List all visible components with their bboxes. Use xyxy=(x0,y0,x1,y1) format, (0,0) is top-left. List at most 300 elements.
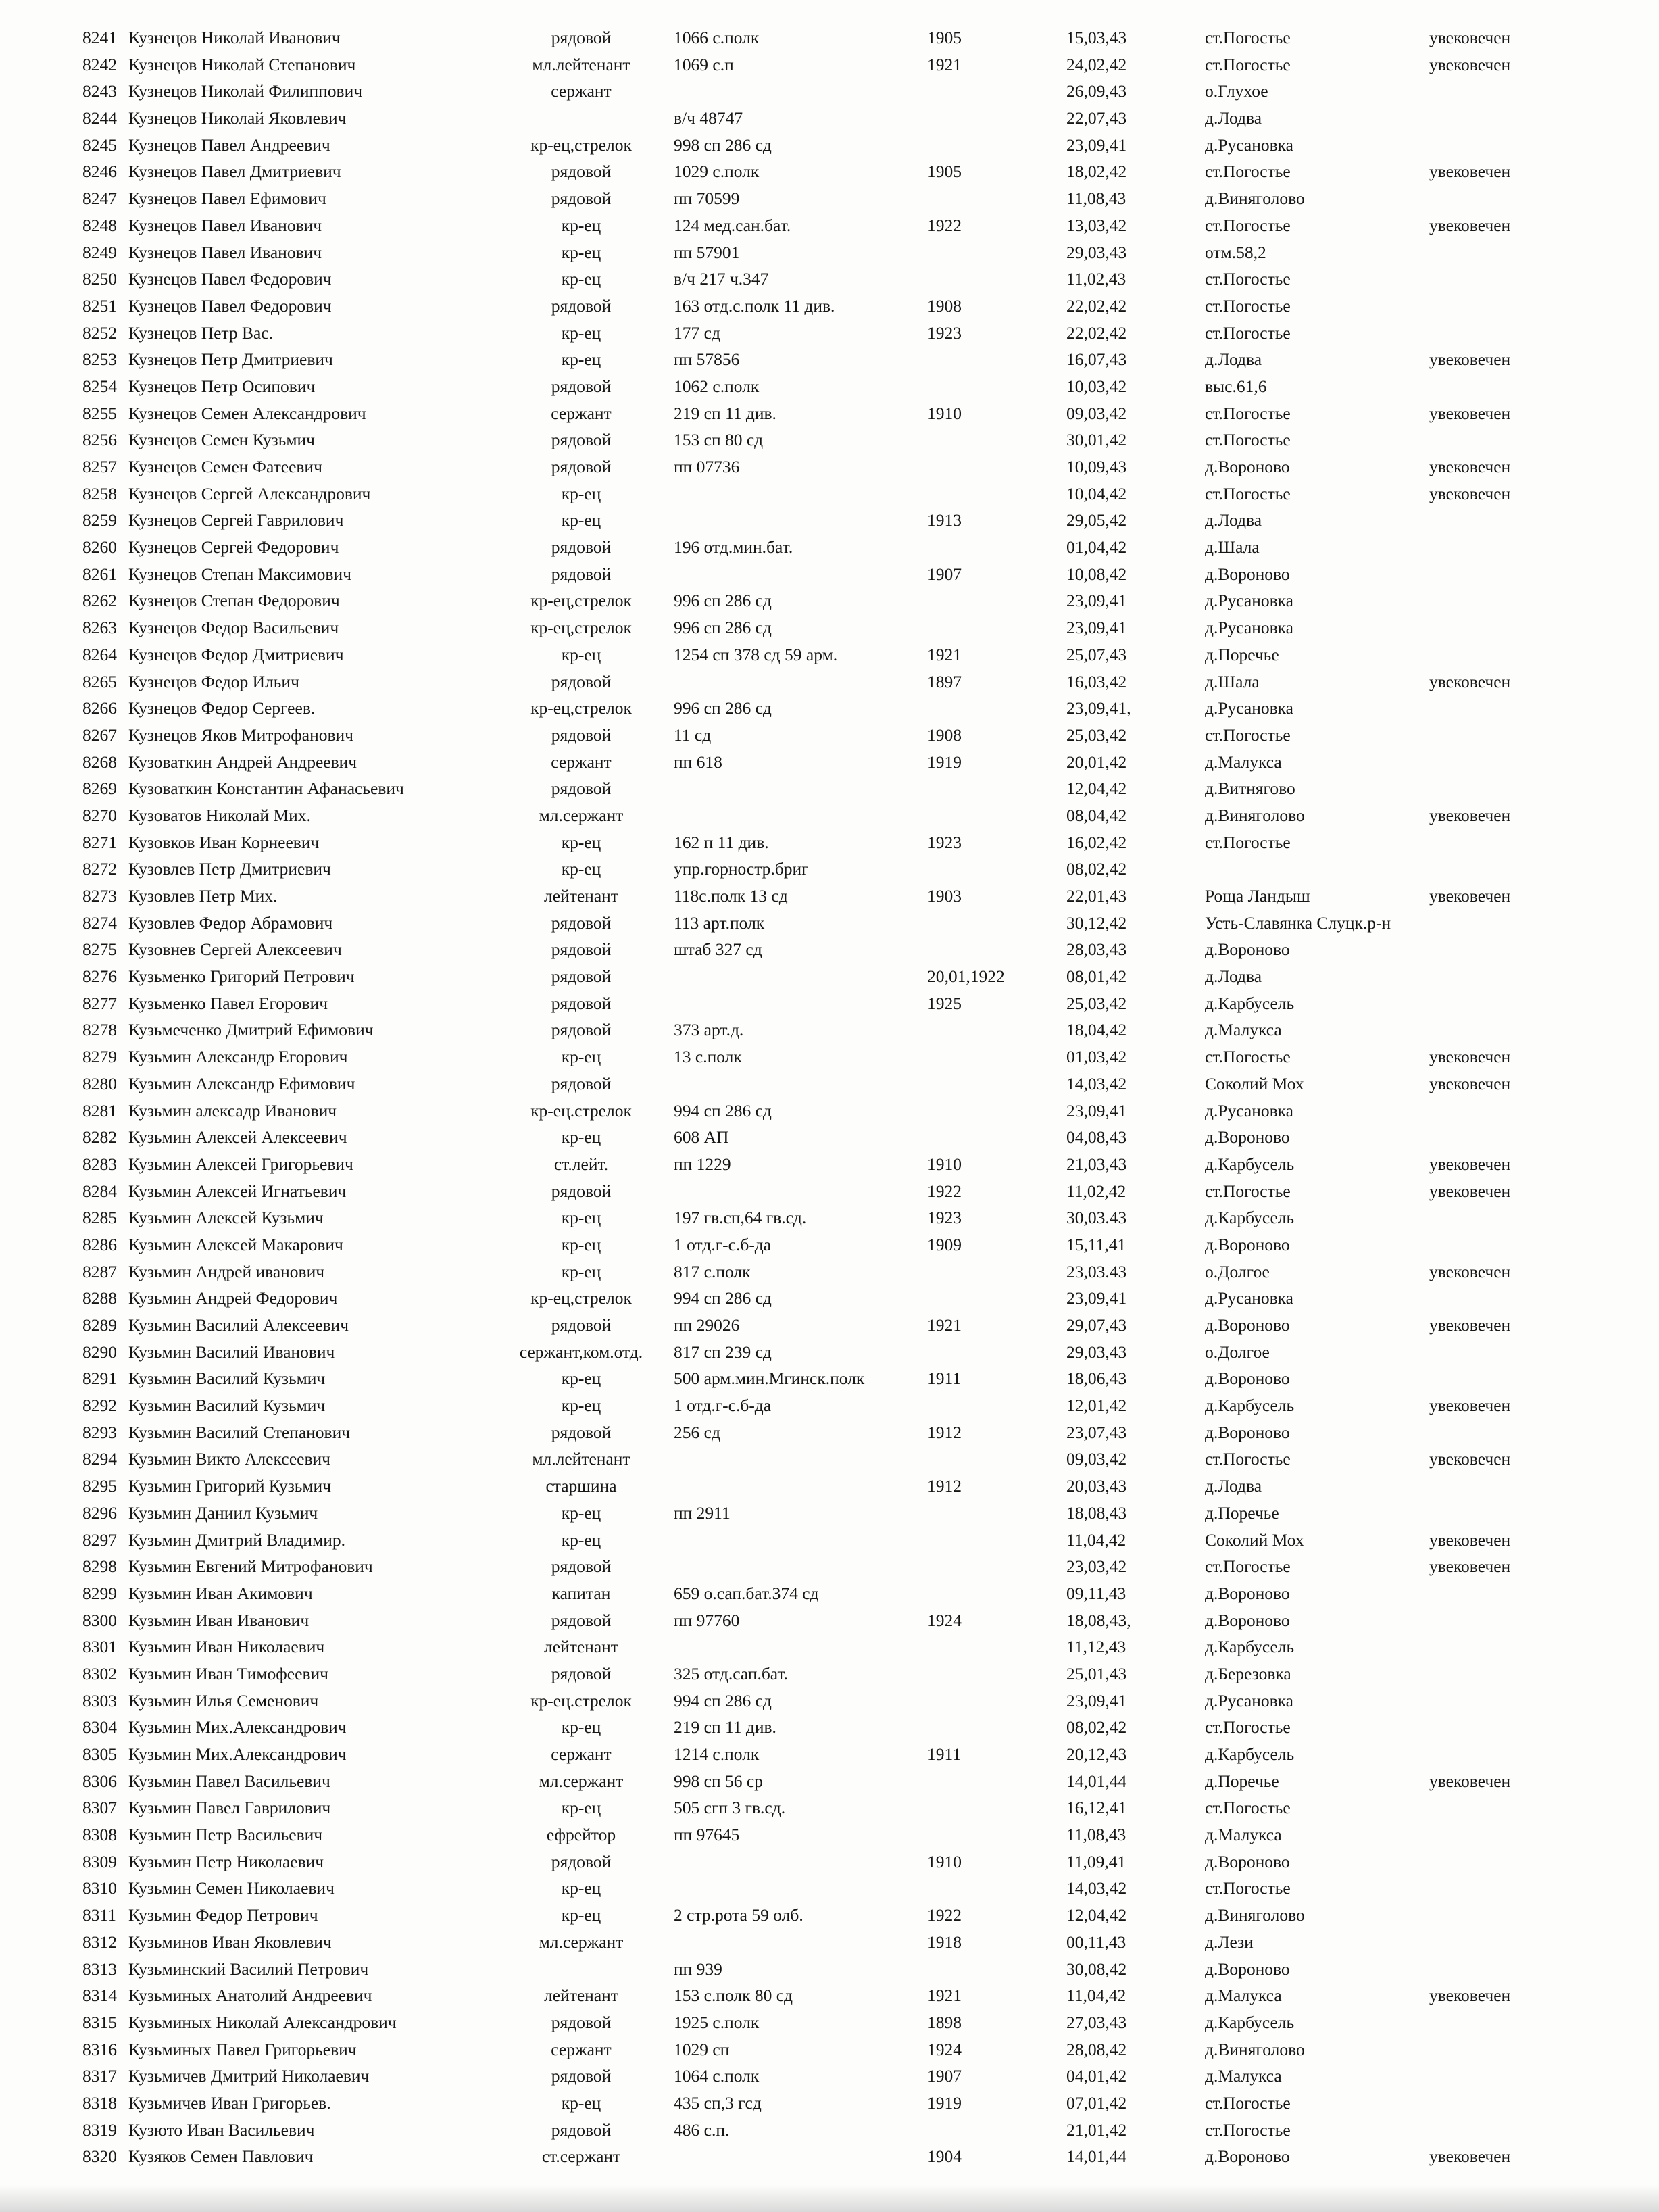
military-rank: кр-ец,стрелок xyxy=(530,698,632,718)
burial-place: д.Малукса xyxy=(1205,752,1282,772)
record-number: 8241 xyxy=(82,28,117,47)
record-number: 8317 xyxy=(82,2066,117,2086)
person-name: Кузьмин Алексей Игнатьевич xyxy=(128,1181,347,1201)
death-date: 20,03,43 xyxy=(1066,1476,1127,1496)
death-date: 22,07,43 xyxy=(1066,108,1127,128)
table-row xyxy=(0,963,1659,990)
burial-place: д.Вороново xyxy=(1205,1315,1290,1335)
burial-place: ст.Погостье xyxy=(1205,1878,1291,1898)
record-number: 8287 xyxy=(82,1261,117,1281)
military-rank: кр-ец xyxy=(561,1208,601,1228)
military-rank: кр-ец xyxy=(561,1502,601,1523)
birth-year: 20,01,1922 xyxy=(927,966,1005,987)
military-unit: 1925 с.полк xyxy=(674,2012,760,2032)
military-rank: сержант xyxy=(551,403,612,423)
burial-place: ст.Погостье xyxy=(1205,1556,1291,1577)
burial-place: о.Долгое xyxy=(1205,1261,1270,1281)
military-rank: рядовой xyxy=(551,564,612,584)
burial-place: ст.Погостье xyxy=(1205,403,1291,423)
military-rank: рядовой xyxy=(551,1181,612,1201)
record-number: 8264 xyxy=(82,644,117,664)
record-number: 8275 xyxy=(82,939,117,960)
table-row xyxy=(0,883,1659,910)
death-date: 25,01,43 xyxy=(1066,1663,1127,1683)
table-row xyxy=(0,1741,1659,1768)
military-rank: рядовой xyxy=(551,1422,612,1442)
military-unit: 124 мед.сан.бат. xyxy=(674,215,791,235)
military-unit: пп 57901 xyxy=(674,242,740,262)
person-name: Кузнецов Павел Ефимович xyxy=(128,189,326,209)
table-row xyxy=(0,1258,1659,1285)
burial-place: д.Карбусель xyxy=(1205,1396,1295,1416)
burial-place: д.Русановка xyxy=(1205,134,1293,155)
birth-year: 1923 xyxy=(927,1208,962,1228)
military-rank: кр-ец xyxy=(561,242,601,262)
death-date: 28,08,42 xyxy=(1066,2039,1127,2059)
person-name: Кузнецов Федор Васильевич xyxy=(128,618,339,638)
person-name: Кузоваткин Константин Афанасьевич xyxy=(128,779,404,799)
birth-year: 1923 xyxy=(927,322,962,343)
military-rank: кр-ец.стрелок xyxy=(530,1100,632,1121)
burial-place: д.Русановка xyxy=(1205,1690,1293,1711)
military-unit: 817 с.полк xyxy=(674,1261,751,1281)
table-row xyxy=(0,1902,1659,1929)
person-name: Кузьмин Евгений Митрофанович xyxy=(128,1556,373,1577)
military-rank: кр-ец xyxy=(561,1396,601,1416)
military-rank: кр-ец xyxy=(561,1878,601,1898)
death-date: 10,09,43 xyxy=(1066,457,1127,476)
military-unit: 1062 с.полк xyxy=(674,376,760,396)
record-number: 8298 xyxy=(82,1556,117,1577)
birth-year: 1903 xyxy=(927,886,962,906)
death-date: 23,09,41 xyxy=(1066,1100,1127,1121)
death-date: 00,11,43 xyxy=(1066,1932,1126,1952)
military-rank: лейтенант xyxy=(544,1986,618,2006)
record-number: 8251 xyxy=(82,295,117,316)
person-name: Кузнецов Павел Дмитриевич xyxy=(128,162,341,182)
burial-place: д.Русановка xyxy=(1205,698,1293,718)
table-row xyxy=(0,373,1659,400)
military-rank: кр-ец xyxy=(561,1905,601,1925)
table-row xyxy=(0,1285,1659,1312)
person-name: Кузнецов Николай Степанович xyxy=(128,54,356,74)
person-name: Кузьминский Василий Петрович xyxy=(128,1959,369,1979)
table-row xyxy=(0,1714,1659,1741)
death-date: 12,04,42 xyxy=(1066,1905,1127,1925)
death-date: 14,01,44 xyxy=(1066,2146,1127,2167)
military-unit: 1 отд.г-с.б-да xyxy=(674,1396,772,1416)
record-number: 8296 xyxy=(82,1502,117,1523)
burial-place: д.Лодва xyxy=(1205,349,1262,370)
burial-place: д.Лодва xyxy=(1205,966,1262,987)
person-name: Кузнецов Федор Сергеев. xyxy=(128,698,316,718)
burial-place: д.Вороново xyxy=(1205,939,1290,960)
military-rank: кр-ец xyxy=(561,1127,601,1148)
military-rank: кр-ец,стрелок xyxy=(530,134,632,155)
military-rank: кр-ец.стрелок xyxy=(530,1690,632,1711)
death-date: 22,01,43 xyxy=(1066,886,1127,906)
table-row xyxy=(0,158,1659,185)
burial-place: ст.Погостье xyxy=(1205,2119,1291,2140)
table-row xyxy=(0,561,1659,588)
record-number: 8310 xyxy=(82,1878,117,1898)
death-date: 08,04,42 xyxy=(1066,805,1127,825)
birth-year: 1898 xyxy=(927,2012,962,2032)
birth-year: 1909 xyxy=(927,1234,962,1254)
death-date: 07,01,42 xyxy=(1066,2092,1127,2113)
burial-place: ст.Погостье xyxy=(1205,1449,1291,1469)
military-unit: 196 отд.мин.бат. xyxy=(674,537,793,558)
death-date: 11,04,42 xyxy=(1066,1986,1126,2006)
person-name: Кузоваткин Андрей Андреевич xyxy=(128,752,357,772)
person-name: Кузнецов Николай Филиппович xyxy=(128,81,363,101)
military-rank: рядовой xyxy=(551,1610,612,1630)
memorial-status: увековечен xyxy=(1429,28,1511,47)
military-unit: 219 сп 11 див. xyxy=(674,1717,776,1738)
military-unit: 1029 сп xyxy=(674,2039,730,2059)
death-date: 30,12,42 xyxy=(1066,912,1127,933)
birth-year: 1910 xyxy=(927,403,962,423)
military-rank: кр-ец xyxy=(561,510,601,531)
military-unit: 163 отд.с.полк 11 див. xyxy=(674,295,835,316)
military-unit: 1069 с.п xyxy=(674,54,734,74)
burial-place: д.Карбусель xyxy=(1205,1637,1295,1657)
military-rank: рядовой xyxy=(551,1851,612,1871)
burial-place: о.Долгое xyxy=(1205,1342,1270,1362)
person-name: Кузнецов Федор Ильич xyxy=(128,671,299,691)
death-date: 23,09,41 xyxy=(1066,1288,1127,1308)
person-name: Кузнецов Степан Максимович xyxy=(128,564,351,584)
military-unit: 659 о.сап.бат.374 сд xyxy=(674,1583,819,1603)
burial-place: ст.Погостье xyxy=(1205,1181,1291,1201)
table-row xyxy=(0,1500,1659,1527)
military-unit: 994 сп 286 сд xyxy=(674,1690,772,1711)
table-row xyxy=(0,1875,1659,1902)
person-name: Кузьмин Василий Иванович xyxy=(128,1342,335,1362)
military-rank: рядовой xyxy=(551,966,612,987)
military-rank: сержант xyxy=(551,1744,612,1764)
record-number: 8307 xyxy=(82,1798,117,1818)
table-row xyxy=(0,507,1659,534)
military-unit: 153 сп 80 сд xyxy=(674,430,764,450)
birth-year: 1907 xyxy=(927,2066,962,2086)
table-row xyxy=(0,1527,1659,1554)
person-name: Кузьмин Андрей Федорович xyxy=(128,1288,338,1308)
burial-place: ст.Погостье xyxy=(1205,215,1291,235)
death-date: 27,03,43 xyxy=(1066,2012,1127,2032)
table-row xyxy=(0,775,1659,802)
death-date: 16,07,43 xyxy=(1066,349,1127,370)
person-name: Кузнецов Павел Иванович xyxy=(128,242,322,262)
military-unit: пп 618 xyxy=(674,752,722,772)
table-row xyxy=(0,2036,1659,2063)
person-name: Кузьмин Алексей Григорьевич xyxy=(128,1154,353,1174)
military-rank: мл.сержант xyxy=(539,805,624,825)
burial-place: д.Русановка xyxy=(1205,591,1293,611)
death-date: 18,06,43 xyxy=(1066,1369,1127,1389)
person-name: Кузовлев Петр Мих. xyxy=(128,886,278,906)
memorial-status: увековечен xyxy=(1429,457,1511,476)
burial-place: д.Вороново xyxy=(1205,564,1290,584)
person-name: Кузьмин Викто Алексеевич xyxy=(128,1449,330,1469)
table-row xyxy=(0,1956,1659,1983)
military-rank: кр-ец xyxy=(561,1047,601,1067)
death-date: 23,09,41 xyxy=(1066,134,1127,155)
memorial-status: увековечен xyxy=(1429,54,1511,74)
burial-place: д.Малукса xyxy=(1205,1986,1282,2006)
military-rank: рядовой xyxy=(551,1663,612,1683)
death-date: 12,04,42 xyxy=(1066,779,1127,799)
death-date: 15,03,43 xyxy=(1066,28,1127,47)
record-number: 8273 xyxy=(82,886,117,906)
burial-place: ст.Погостье xyxy=(1205,295,1291,316)
record-number: 8246 xyxy=(82,162,117,182)
memorial-status: увековечен xyxy=(1429,1449,1511,1469)
military-rank: рядовой xyxy=(551,189,612,209)
table-row xyxy=(0,2090,1659,2117)
military-rank: кр-ец xyxy=(561,1261,601,1281)
burial-place: д.Карбусель xyxy=(1205,1154,1295,1174)
military-rank: рядовой xyxy=(551,28,612,47)
table-row xyxy=(0,293,1659,320)
burial-place: д.Поречье xyxy=(1205,644,1279,664)
death-date: 18,02,42 xyxy=(1066,162,1127,182)
table-row xyxy=(0,1633,1659,1661)
burial-place: Соколий Мох xyxy=(1205,1073,1304,1093)
record-number: 8269 xyxy=(82,779,117,799)
person-name: Кузнецов Петр Вас. xyxy=(128,322,274,343)
burial-place: выс.61,6 xyxy=(1205,376,1267,396)
military-unit: 1029 с.полк xyxy=(674,162,760,182)
person-name: Кузьмин Федор Петрович xyxy=(128,1905,318,1925)
military-unit: пп 70599 xyxy=(674,189,740,209)
person-name: Кузнецов Николай Иванович xyxy=(128,28,341,47)
military-unit: пп 57856 xyxy=(674,349,740,370)
military-unit: штаб 327 сд xyxy=(674,939,762,960)
death-date: 25,07,43 xyxy=(1066,644,1127,664)
table-row xyxy=(0,24,1659,51)
person-name: Кузяков Семен Павлович xyxy=(128,2146,314,2167)
military-unit: 2 стр.рота 59 олб. xyxy=(674,1905,803,1925)
death-date: 24,02,42 xyxy=(1066,54,1127,74)
death-date: 15,11,41 xyxy=(1066,1234,1126,1254)
burial-place: д.Вороново xyxy=(1205,1610,1290,1630)
person-name: Кузьмин Александр Ефимович xyxy=(128,1073,355,1093)
person-name: Кузнецов Яков Митрофанович xyxy=(128,724,353,745)
table-row xyxy=(0,78,1659,105)
table-row xyxy=(0,641,1659,668)
table-row xyxy=(0,2143,1659,2170)
death-date: 08,02,42 xyxy=(1066,1717,1127,1738)
burial-place: д.Вороново xyxy=(1205,2146,1290,2167)
person-name: Кузьмин Иван Акимович xyxy=(128,1583,313,1603)
record-number: 8292 xyxy=(82,1396,117,1416)
military-rank: рядовой xyxy=(551,430,612,450)
burial-place: д.Малукса xyxy=(1205,2066,1282,2086)
record-number: 8297 xyxy=(82,1529,117,1550)
person-name: Кузьмин Мих.Александрович xyxy=(128,1717,347,1738)
record-number: 8288 xyxy=(82,1288,117,1308)
person-name: Кузнецов Николай Яковлевич xyxy=(128,108,347,128)
record-number: 8270 xyxy=(82,805,117,825)
table-row xyxy=(0,1982,1659,2009)
military-unit: 996 сп 286 сд xyxy=(674,591,772,611)
military-rank: рядовой xyxy=(551,2012,612,2032)
burial-place: д.Виняголово xyxy=(1205,2039,1305,2059)
table-row xyxy=(0,1098,1659,1125)
person-name: Кузнецов Семен Кузьмич xyxy=(128,430,315,450)
birth-year: 1905 xyxy=(927,162,962,182)
record-number: 8319 xyxy=(82,2119,117,2140)
record-number: 8245 xyxy=(82,134,117,155)
birth-year: 1922 xyxy=(927,1181,962,1201)
military-rank: ст.лейт. xyxy=(553,1154,609,1174)
burial-place: д.Русановка xyxy=(1205,1100,1293,1121)
burial-place: д.Поречье xyxy=(1205,1502,1279,1523)
memorial-status: увековечен xyxy=(1429,886,1511,906)
record-number: 8243 xyxy=(82,81,117,101)
record-number: 8286 xyxy=(82,1234,117,1254)
record-number: 8312 xyxy=(82,1932,117,1952)
burial-place: о.Глухое xyxy=(1205,81,1268,101)
military-rank: капитан xyxy=(551,1583,611,1603)
table-row xyxy=(0,2009,1659,2036)
military-rank: кр-ец xyxy=(561,1717,601,1738)
birth-year: 1924 xyxy=(927,2039,962,2059)
record-number: 8283 xyxy=(82,1154,117,1174)
record-number: 8289 xyxy=(82,1315,117,1335)
table-row xyxy=(0,829,1659,856)
military-unit: пп 29026 xyxy=(674,1315,740,1335)
person-name: Кузьмин Александр Егорович xyxy=(128,1047,348,1067)
death-date: 11,02,43 xyxy=(1066,269,1126,289)
military-rank: кр-ец,стрелок xyxy=(530,1288,632,1308)
table-row xyxy=(0,2117,1659,2144)
birth-year: 1908 xyxy=(927,724,962,745)
burial-place: ст.Погостье xyxy=(1205,2092,1291,2113)
death-date: 01,03,42 xyxy=(1066,1047,1127,1067)
birth-year: 1911 xyxy=(927,1369,962,1389)
burial-place: д.Вороново xyxy=(1205,1583,1290,1603)
table-row xyxy=(0,1419,1659,1446)
military-unit: 256 сд xyxy=(674,1422,720,1442)
memorial-status: увековечен xyxy=(1429,1986,1511,2006)
death-date: 08,02,42 xyxy=(1066,859,1127,879)
record-number: 8306 xyxy=(82,1771,117,1791)
military-unit: 113 арт.полк xyxy=(674,912,765,933)
birth-year: 1924 xyxy=(927,1610,962,1630)
military-unit: 435 сп,3 гсд xyxy=(674,2092,762,2113)
death-date: 11,12,43 xyxy=(1066,1637,1126,1657)
record-number: 8254 xyxy=(82,376,117,396)
record-number: 8314 xyxy=(82,1986,117,2006)
record-number: 8271 xyxy=(82,832,117,852)
death-date: 23,03,42 xyxy=(1066,1556,1127,1577)
death-date: 20,01,42 xyxy=(1066,752,1127,772)
burial-place: д.Лези xyxy=(1205,1932,1254,1952)
military-rank: рядовой xyxy=(551,1315,612,1335)
military-unit: 994 сп 286 сд xyxy=(674,1288,772,1308)
table-row xyxy=(0,185,1659,212)
death-date: 21,01,42 xyxy=(1066,2119,1127,2140)
burial-place: д.Карбусель xyxy=(1205,1744,1295,1764)
death-date: 16,12,41 xyxy=(1066,1798,1127,1818)
military-unit: 11 сд xyxy=(674,724,712,745)
table-row xyxy=(0,1339,1659,1366)
burial-place: ст.Погостье xyxy=(1205,430,1291,450)
record-number: 8302 xyxy=(82,1663,117,1683)
table-row xyxy=(0,749,1659,776)
table-row xyxy=(0,1016,1659,1043)
record-number: 8305 xyxy=(82,1744,117,1764)
record-number: 8294 xyxy=(82,1449,117,1469)
table-row xyxy=(0,320,1659,347)
military-rank: кр-ец xyxy=(561,483,601,503)
memorial-status: увековечен xyxy=(1429,483,1511,503)
birth-year: 1913 xyxy=(927,510,962,531)
record-number: 8258 xyxy=(82,483,117,503)
person-name: Кузьмин Мих.Александрович xyxy=(128,1744,347,1764)
record-number: 8295 xyxy=(82,1476,117,1496)
table-row xyxy=(0,1688,1659,1715)
table-row xyxy=(0,1392,1659,1419)
military-unit: 13 с.полк xyxy=(674,1047,742,1067)
birth-year: 1912 xyxy=(927,1422,962,1442)
burial-place: д.Лодва xyxy=(1205,108,1262,128)
military-unit: пп 2911 xyxy=(674,1502,731,1523)
memorial-status: увековечен xyxy=(1429,1396,1511,1416)
table-row xyxy=(0,802,1659,829)
military-rank: рядовой xyxy=(551,295,612,316)
burial-place: отм.58,2 xyxy=(1205,242,1266,262)
record-number: 8320 xyxy=(82,2146,117,2167)
birth-year: 1904 xyxy=(927,2146,962,2167)
person-name: Кузьменко Григорий Петрович xyxy=(128,966,355,987)
military-unit: пп 97760 xyxy=(674,1610,740,1630)
person-name: Кузовков Иван Корнеевич xyxy=(128,832,320,852)
military-unit: 118с.полк 13 сд xyxy=(674,886,788,906)
table-row xyxy=(0,1231,1659,1258)
burial-place: д.Вороново xyxy=(1205,1851,1290,1871)
military-rank: мл.лейтенант xyxy=(532,54,630,74)
table-row xyxy=(0,1124,1659,1151)
military-unit: пп 97645 xyxy=(674,1825,740,1845)
military-unit: 1254 сп 378 сд 59 арм. xyxy=(674,644,838,664)
military-rank: мл.лейтенант xyxy=(532,1449,630,1469)
death-date: 30,03.43 xyxy=(1066,1208,1127,1228)
military-rank: сержант xyxy=(551,752,612,772)
military-rank: рядовой xyxy=(551,1556,612,1577)
death-date: 14,01,44 xyxy=(1066,1771,1127,1791)
memorial-status: увековечен xyxy=(1429,162,1511,182)
memorial-status: увековечен xyxy=(1429,349,1511,370)
military-unit: 325 отд.сап.бат. xyxy=(674,1663,789,1683)
death-date: 22,02,42 xyxy=(1066,322,1127,343)
birth-year: 1925 xyxy=(927,993,962,1013)
person-name: Кузнецов Павел Федорович xyxy=(128,295,332,316)
record-number: 8290 xyxy=(82,1342,117,1362)
military-unit: 994 сп 286 сд xyxy=(674,1100,772,1121)
military-rank: рядовой xyxy=(551,671,612,691)
burial-place: ст.Погостье xyxy=(1205,322,1291,343)
military-rank: рядовой xyxy=(551,1073,612,1093)
burial-place: д.Лодва xyxy=(1205,1476,1262,1496)
record-number: 8260 xyxy=(82,537,117,558)
table-row xyxy=(0,1071,1659,1098)
person-name: Кузьмин Алексей Алексеевич xyxy=(128,1127,347,1148)
military-rank: кр-ец,стрелок xyxy=(530,618,632,638)
memorial-status: увековечен xyxy=(1429,1154,1511,1174)
